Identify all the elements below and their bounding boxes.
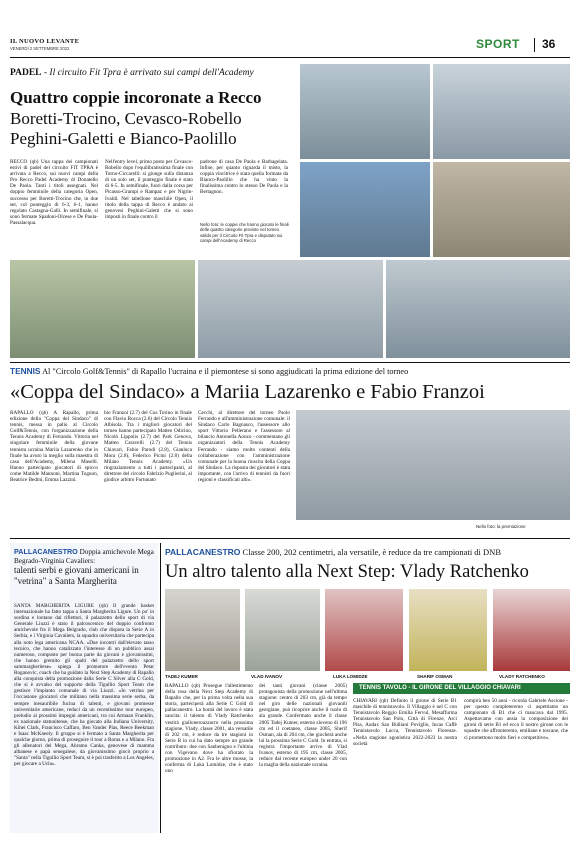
- tennistavolo-col-2: compirà ben 50 anni - ricorda Gabriele Ascione - per questo completeremo ci aspettiamo un campionato di B1 che ci mancava dal 1995. Aspettavamo con ansia la composizione dei gironi di serie B1 ed ecco il nostro girone con le squadre che affronteremo, emiliane e toscane, che ci promettono molto fieri e competitive».: [464, 698, 568, 741]
- nextstep-kicker: PALLACANESTRO: [165, 547, 241, 557]
- padel-photo-7: [386, 260, 570, 358]
- padel-subtitle-2: Peghini-Galetti e Bianco-Paolillo: [10, 129, 237, 148]
- tennis-kicker-text: Al "Circolo Golf&Tennis" di Rapallo l'ucraina e il piemontese si sono aggiudicati la prima edizione del torneo: [42, 367, 409, 376]
- santa-kicker-text: Doppia amichevole Mega Begrado-Virginia Cavaliers:: [14, 548, 154, 565]
- santa-col-1: SANTA MARGHERITA LIGURE (qb) Il grande basket internazionale ha fatto tappa a Santa Margherita Ligure. Un po' in sordina e lontano dal riflettori, il palazzetto dello sport di via Generale Liuzzi è stato il palcoscenico del doppio confronto amichevole fra il Mega Belgrado, club che disputa la Serie A in Serbia, e i Virginia Cavaliers, la squadra universitaria che partecipa alla noto lega americana NCAA. «Due incontri dall'elevato tasso tecnico, che hanno catalizzato l'interesse di un pubblico assai numeroso, composto per buona parte da giovani e giovanissimi, che hanno gremito gli spalti del palazzetto dello sport sammargheritese» spiega il promotore dell'evento Petar Roganovic, coach che ha guidato la Next Step Academy di Rapallo alla conquista della promozione dalla Serie C Silver alla C Gold, che si è avvalso del supporto della Tigullio Sport Team che gestisce l'impianto comunale di via Liuzzi. «In vetrina per l'occasione giocatori che militano nella massima serie serba, da sempre inesauribile fucina di talenti, e giovani promesse universitarie americane, reduci da un recentissimo tour europeo, preludio ai prossimi impegni americani, tra cui Armaan Franklin, ex nazionale statunitense, che ha giocato alla Indiana University, Kihei Clark, Francisco Caffaro, Ben Vander Plas, Reece Beekman e Isaac McKneely. Il gruppo si è fermato a Santa Margherita per qualche giorno, prima di proseguire il tour a Roma e a Milano. Fra gli allenatori del Mega, Abramo Canka, genovese di mamma albanese e papà senegalese, da giovanissimo giocò proprio a "Santa" nella Tigullio Sport Team, si è poi trasferito a Los Angeles, per giocare a Ucla».: [14, 603, 154, 768]
- padel-col-1: RECCO (qb) Una tappa dei campionati estivi di padel del circuito FIT TPRA è arrivata a Recco, sui nuovi campi della Pro Recco Padel Academy di Donatello De Paola. Tanti i titoli assegnati. Nel doppio femminile della categoria Open, successo per Boretti-Trocino che, in due set, col punteggio di 6-3, 6-1, hanno regolato Castagna-Galli. In semifinale, si sono fermate Spadoni-Olcese e De Paola-Passalacqua.: [10, 159, 98, 226]
- player-photo-2: [245, 589, 320, 671]
- santa-kicker: PALLACANESTRO: [14, 547, 78, 556]
- padel-bottom-rule: [10, 362, 570, 363]
- player-name-2: VLAD IVANOV: [251, 674, 283, 679]
- nextstep-col-2: dei tanti giovani (classe 2005) protagonista della promozione nell'ultima stagione: centro di 203 cm, già da tempo nel giro delle nazionali giovanili georgiane, può ricoprire anche il ruolo di ala grande. Confermato anche il classe 2005 Tadej Kumer, esterno sloveno di 196 cm ed il coetaneo, classe 2005, Sherif Osman, ala di 204 cm, che giocherà anche lui la prossima Serie C Gold. In entrata, si registra l'importante arrivo di Vlad Ivanov, esterno di 195 cm, classe 2005, reduce dal recente europeo under 20 con la maglia della nazionale ucraina.: [259, 683, 347, 769]
- padel-photo-5: [10, 260, 195, 358]
- tennis-kicker: TENNIS: [10, 366, 41, 376]
- santa-title: talenti serbi e giovani americani in "vetrina" a Santa Margherita: [14, 565, 139, 586]
- article-tennistavolo: [353, 683, 570, 829]
- padel-subtitle-1: Boretti-Trocino, Cevasco-Robello: [10, 109, 242, 128]
- player-photo-1: [165, 589, 240, 671]
- article-basket-santa: [10, 543, 158, 833]
- padel-kicker-text: - Il circuito Fit Tpra è arrivato sui campi dell'Academy: [43, 68, 254, 78]
- padel-col-3: padrone di casa De Paola e Barbagelata. Infine, per quanto riguarda il misto, la coppia vincitrice è stata quella formata da Bianco-Paolillo che ha vinto la finalissima contro lo stesso De Paola e la Bertagnon.: [200, 159, 288, 196]
- padel-photo-6: [198, 260, 383, 358]
- tennis-kicker-line: [10, 366, 570, 376]
- tennistavolo-banner: TENNIS TAVOLO - IL GIRONE DEL VILLAGGIO CHIAVARI: [353, 683, 570, 694]
- article-tennis: [10, 366, 570, 536]
- padel-kicker: PADEL: [10, 68, 42, 78]
- padel-photo-1: [300, 64, 430, 159]
- padel-photo-3: [300, 162, 430, 257]
- masthead-logo: IL NUOVO LEVANTE: [10, 38, 80, 45]
- nextstep-kicker-line: [165, 547, 570, 557]
- nextstep-kicker-text: Classe 200, 202 centimetri, ala versatile, è reduce da tre campionati di DNB: [242, 547, 501, 557]
- padel-col-2: Nell'entry level, primo posto per Cevasco-Robello dopo l'equilibratissima finale con Torno-Ciccarelli: si giunge sulla distanza di un solo set, il punteggio finale è stato di 6-5. In semifinale, fuori dalla corsa per Picasso-Grampi e Rampaz e per Nigrin-Ivaldi. Nel tabellone maschile Open, il titolo della tappa di Recco è andato ai genovesi Peghini-Galetti che si sono imposti in finale contro il: [105, 159, 193, 220]
- padel-caption: Nello foto: le coppie che hanno giocato le finali delle quattro categorie previste nel torneo valido per il Circuito Fit Tpra e disputato sui campi dell'Academy di Recco: [200, 222, 289, 244]
- tennis-col-3: Cecchi, al direttore del torneo Paolo Ferrando e all'amministrazione comunale: il Sindaco Carlo Bagnasco, l'assessore allo sport Vittorio Pellerano e l'assessore al bilancio Antonella Aonzo - commentano gli organizzatori della Tennis Academy Ferrando - siamo molto contenti della collaborazione con l'amministrazione comunale per la buona riuscita della Coppa del Sindaco. La risposta dei giocatori è stata importante, con l'arrivo di tennisti da fuori regioni e classificati alti».: [198, 410, 290, 484]
- player-photo-3: [325, 589, 403, 671]
- player-photo-4: [409, 589, 487, 671]
- player-name-4: SHARIF OSMAN: [417, 674, 453, 679]
- tennis-col-1: RAPALLO (qb) A Rapallo, prima edizione della "Coppa del Sindaco" di tennis, messa in palio al Circolo Golf&Tennis, con l'organizzazione della Tennis Academy di Ferrando. Vittoria nel singolare femminile della giovane tennista ucraina Mariia Lazarenko che in finale ha avuto la meglio sulla maestra di casa dell'Academy, Milena Maselli. Hanno partecipato giocatori di spicco come Matilde Mannoni, Martina Tognon, Beatrice Bedini, Emma Lazzini.: [10, 410, 98, 484]
- tennis-col-2: bio Franzoi (2.7) del Cus Torino in finale con Flavio Rocca (2.6) del Circolo Tennis Albisola. Tra i migliori giocatori del torneo hanno partecipato Matteo Odicino, Nicolò Lippolis (2.7) del Park Genova, Matteo Caravelli (2.7) del Tennis Chiavari, Fabio Parodi (2.8), Gianluca Mora (2.8), Federico Picini (2.8) della Milano Tennis Academy. «Un ringraziamento a tutti i partecipanti, al direttore del circolo Fabrizio Puglierini, al giudice arbitro Fortunato: [104, 410, 192, 484]
- tennis-bottom-rule: [10, 538, 570, 539]
- player-name-5: VLADY RATCHENKO: [499, 674, 545, 679]
- padel-photo-4: [433, 162, 570, 257]
- masthead: [10, 36, 570, 58]
- padel-kicker-line: [10, 68, 300, 78]
- page-number: 36: [542, 37, 556, 51]
- masthead-rule: [10, 57, 570, 58]
- tennis-title: «Coppa del Sindaco» a Mariia Lazarenko e Fabio Franzoi: [10, 381, 485, 403]
- tennis-photo: [296, 410, 570, 520]
- tennistavolo-col-1: CHIAVARI (qb) Definito il girone di Serie B1 maschile di tennistavolo. Il Villaggio è nel C con Tennistavolo Reggio Emilia Fervul, Mesaffurma Tennistavolo San Polo, Città di Firenze, Arci Pisa, Audax San Bulliani Poviglio, Incas Caffè Tennistavolo Lucca, Tennistavolo Florenze. «Nella stagione agonistica 2022-2023 la nostra società: [353, 698, 457, 747]
- santa-kicker-line: [14, 547, 156, 566]
- nextstep-title: Un altro talento alla Next Step: Vlady Ratchenko: [165, 562, 529, 582]
- masthead-date: VENERDÌ 2 SETTEMBRE 2022: [10, 46, 70, 51]
- padel-photo-2: [433, 64, 570, 159]
- article-basket-nextstep: [165, 543, 570, 833]
- padel-title: Quattro coppie incoronate a Recco: [10, 88, 262, 107]
- santa-divider: [160, 543, 161, 833]
- player-name-1: TADEJ KUMER: [165, 674, 198, 679]
- player-photo-5: [493, 589, 570, 671]
- article-padel: [10, 62, 570, 362]
- section-divider: [534, 38, 535, 52]
- nextstep-col-1: RAPALLO (qb) Prosegue l'allestimento della rosa della Next Step Academy di Rapallo che, per la prima volta nella sua storia, parteciperà alla Serie C Gold di pallacanestro. La bontà del lavoro è stata sancita: il talento di Vlady Ratchenko vestirà gialloneroazzurro nella prossima stagione. Vlady, classe 2001, ala versatile di 202 cm, è reduce da tre stagioni in Serie B in cui ha dato sempre un grande contributo: due con Sanbenigno e l'ultima con Vigevano dove ha sfiorato la promozione in A2. Fra le altre mosse, la conferma di Luka Lomidze, che è stato uno: [165, 683, 253, 775]
- section-label: SPORT: [476, 37, 520, 51]
- tennis-caption: Nello foto: la premiazione: [476, 524, 526, 529]
- player-name-3: LUKA LOMIDZE: [333, 674, 368, 679]
